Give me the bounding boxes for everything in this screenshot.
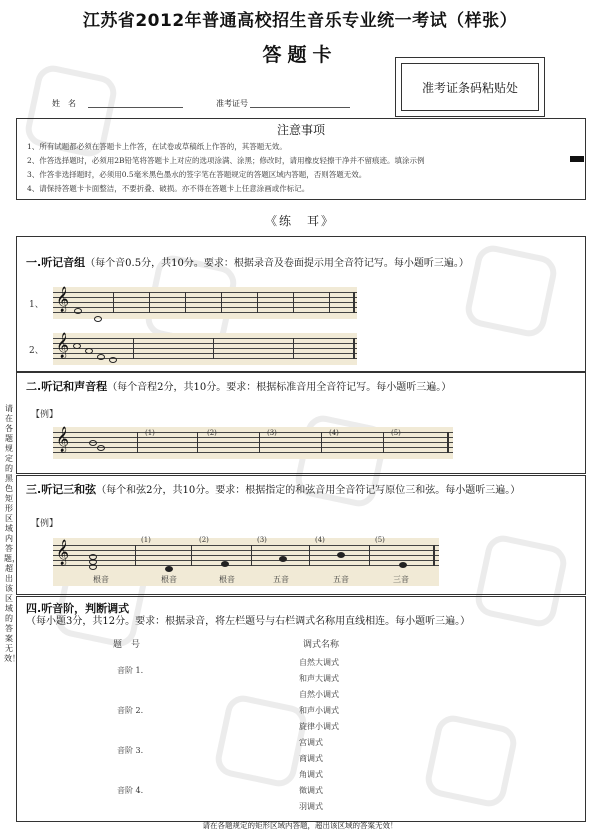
q3-mark-1: (1)	[141, 536, 151, 544]
q2-example-label: 【例】	[31, 410, 59, 420]
mode-item[interactable]: 旋律小调式	[299, 722, 339, 731]
mode-item[interactable]: 徵调式	[299, 786, 323, 795]
q3-mark-2: (2)	[199, 536, 209, 544]
whole-note	[89, 440, 97, 446]
barcode-label: 准考证条码粘贴处	[401, 63, 539, 111]
barcode-area	[395, 57, 545, 117]
q2-mark-4: (4)	[329, 429, 339, 437]
q3-staff[interactable]	[53, 538, 439, 586]
question-2-panel	[16, 372, 586, 474]
q3-title: 听记三和弦	[41, 483, 97, 496]
q3-example-label: 【例】	[31, 519, 59, 529]
q2-number: 二.	[26, 380, 42, 393]
q1-row-1-label: 1、	[29, 300, 44, 310]
treble-clef-icon: 𝄞	[56, 333, 70, 358]
mode-item[interactable]: 角调式	[299, 770, 323, 779]
treble-clef-icon: 𝄞	[56, 540, 70, 565]
q1-title: 听记音组	[41, 256, 86, 269]
notice-item: 3、作答非选择题时，必须用0.5毫米黑色墨水的签字笔在答题规定的答题区域内答题，否则答题无效。	[27, 170, 367, 179]
whole-note	[109, 357, 117, 363]
treble-clef-icon: 𝄞	[56, 287, 70, 312]
q4-number: 四.	[26, 602, 42, 615]
scale-item[interactable]: 音阶 1.	[117, 666, 144, 675]
q2-mark-3: (3)	[267, 429, 277, 437]
mode-item[interactable]: 自然大调式	[299, 658, 339, 667]
exam-title: 江苏省2012年普通高校招生音乐专业统一考试（样张）	[82, 11, 518, 31]
treble-clef-icon: 𝄞	[56, 427, 70, 452]
chord-label: 三音	[393, 575, 409, 584]
q1-staff-1[interactable]	[53, 287, 357, 319]
q1-row-2-label: 2、	[29, 346, 44, 356]
section-title: 《练 耳》	[264, 214, 335, 228]
id-label: 准考证号	[216, 99, 248, 108]
whole-note	[94, 316, 102, 322]
given-note	[399, 562, 407, 568]
mode-item[interactable]: 和声大调式	[299, 674, 339, 683]
id-field[interactable]	[250, 97, 350, 108]
q1-number: 一.	[26, 256, 42, 269]
chord-label: 根音	[93, 575, 109, 584]
q4-left-header: 题 号	[113, 640, 141, 650]
chord-label: 根音	[219, 575, 235, 584]
question-3-panel	[16, 475, 586, 595]
notice-item: 1、所有试题都必须在答题卡上作答，在试卷或草稿纸上作答的，其答题无效。	[27, 142, 287, 151]
chord-label: 根音	[161, 575, 177, 584]
question-4-panel[interactable]	[16, 596, 586, 822]
chord-label: 五音	[273, 575, 289, 584]
whole-note	[73, 343, 81, 349]
answer-sheet-title: 答题卡	[262, 44, 338, 66]
q4-desc: （每小题3分，共12分。要求：根据录音，将左栏题号与右栏调式名称用直线相连。每小题听三遍。）	[26, 616, 471, 627]
given-note	[221, 561, 229, 567]
whole-note	[74, 308, 82, 314]
notice-title: 注意事项	[276, 123, 325, 137]
mode-item[interactable]: 宫调式	[299, 738, 323, 747]
footer-warning: 请在各题规定的矩形区域内答题，超出该区域的答案无效！	[202, 821, 398, 830]
q2-desc: （每个音程2分，共10分。要求：根据标准音用全音符记写。每小题听三遍。）	[107, 382, 452, 393]
q2-title: 听记和声音程	[41, 380, 108, 393]
q3-number: 三.	[26, 483, 42, 496]
chord-label: 五音	[333, 575, 349, 584]
q3-mark-3: (3)	[257, 536, 267, 544]
given-note	[279, 556, 287, 562]
mode-item[interactable]: 自然小调式	[299, 690, 339, 699]
given-note	[165, 566, 173, 572]
name-label: 姓 名	[52, 99, 76, 108]
whole-note	[89, 564, 97, 570]
mode-item[interactable]: 和声小调式	[299, 706, 339, 715]
q4-right-header: 调式名称	[303, 640, 340, 650]
question-1-panel	[16, 236, 586, 372]
whole-note	[85, 348, 93, 354]
given-note	[337, 552, 345, 558]
fill-example-mark	[570, 156, 584, 162]
whole-note	[97, 354, 105, 360]
q2-mark-2: (2)	[207, 429, 217, 437]
side-warning: 请在各题规定的黑色矩形区域内答题，超出该区域的答案无效！	[4, 404, 20, 663]
mode-item[interactable]: 羽调式	[299, 802, 323, 811]
q2-mark-1: (1)	[145, 429, 155, 437]
name-field[interactable]	[88, 97, 183, 108]
whole-note	[97, 445, 105, 451]
q2-mark-5: (5)	[391, 429, 401, 437]
q3-mark-5: (5)	[375, 536, 385, 544]
notice-item: 2、作答选择题时，必须用2B铅笔将答题卡上对应的选项涂满、涂黑；修改时，请用橡皮轻擦干净并不留痕迹。填涂示例	[27, 156, 425, 165]
q4-title: 听音阶，判断调式	[41, 602, 130, 615]
notice-item: 4、请保持答题卡卡面整洁，不要折叠、破损。亦不得在答题卡上任意涂画或作标记。	[27, 184, 310, 193]
scale-item[interactable]: 音阶 3.	[117, 746, 144, 755]
q3-mark-4: (4)	[315, 536, 325, 544]
scale-item[interactable]: 音阶 4.	[117, 786, 144, 795]
q1-staff-2[interactable]	[53, 333, 357, 365]
notice-box	[16, 118, 586, 200]
mode-item[interactable]: 商调式	[299, 754, 323, 763]
q3-desc: （每个和弦2分，共10分。要求：根据指定的和弦音用全音符记写原位三和弦。每小题听三遍。）	[96, 485, 521, 496]
q1-desc: （每个音0.5分，共10分。要求：根据录音及卷面提示用全音符记写。每小题听三遍。）	[85, 258, 469, 269]
scale-item[interactable]: 音阶 2.	[117, 706, 144, 715]
